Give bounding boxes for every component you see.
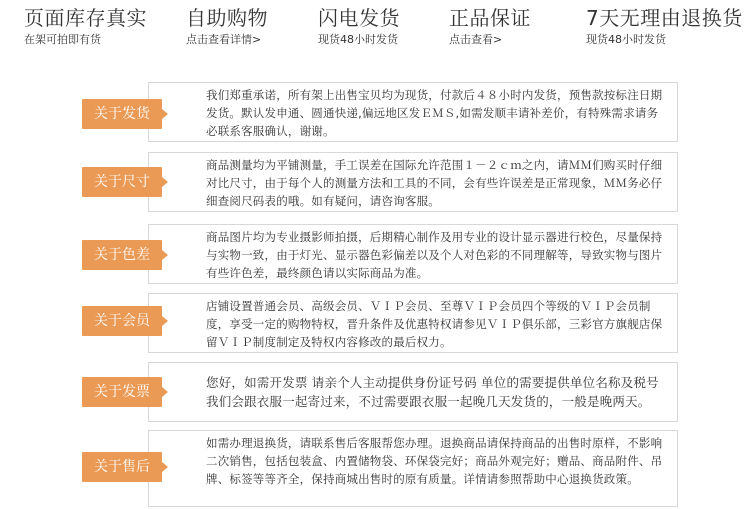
policy-text: 店铺设置普通会员、高级会员、ＶＩＰ会员、至尊ＶＩＰ会员四个等级的ＶＩＰ会员制度，享受一定的购物特权，晋升条件及优惠特权请参见ＶＩＰ俱乐部，三彩官方旗舰店保留ＶＩＰ制度制定及特权内容修改的最后权力。 xyxy=(206,299,663,349)
service-subtitle: 现货48小时发货 xyxy=(318,33,398,46)
service-fast-ship xyxy=(318,6,400,47)
policy-label: 关于发票 xyxy=(82,377,162,407)
policy-label: 关于会员 xyxy=(82,306,162,336)
policy-label: 关于色差 xyxy=(82,240,162,270)
policy-box xyxy=(148,224,678,284)
policy-box xyxy=(148,362,678,422)
policy-text: 您好，如需开发票 请亲个人主动提供身份证号码 单位的需要提供单位名称及税号我们会跟衣服一起寄过来，不过需要跟衣服一起晚几天发货的，一般是晚两天。 xyxy=(206,375,659,409)
service-title: 自助购物 xyxy=(186,6,268,30)
policy-box xyxy=(148,293,678,353)
service-title: 7天无理由退换货 xyxy=(586,6,743,30)
service-title: 页面库存真实 xyxy=(24,6,147,30)
service-self-shop[interactable] xyxy=(186,6,268,47)
policy-label: 关于尺寸 xyxy=(82,167,162,197)
policy-box xyxy=(148,82,678,142)
policy-text: 商品测量均为平铺测量，手工误差在国际允许范围１－２ｃｍ之内，请ＭＭ们购买时仔细对比尺寸，由于每个人的测量方法和工具的不同，会有些许误差是正常现象，ＭＭ务必仔细查阅尺码表的哦。如有疑问，请咨询客服。 xyxy=(206,158,663,208)
service-bar xyxy=(0,0,750,75)
policy-label: 关于发货 xyxy=(82,99,162,129)
service-authentic[interactable] xyxy=(449,6,531,47)
service-link[interactable]: 点击查看详情> xyxy=(186,33,262,46)
policy-box xyxy=(148,430,678,507)
policy-text: 商品图片均为专业摄影师拍摄，后期精心制作及用专业的设计显示器进行校色，尽量保持与实物一致，由于灯光、显示器色彩偏差以及个人对色彩的不同理解等，导致实物与图片有些许色差，最终颜色请以实际商品为准。 xyxy=(206,230,663,280)
policy-label: 关于售后 xyxy=(82,452,162,482)
service-title: 闪电发货 xyxy=(318,6,400,30)
service-return xyxy=(586,6,743,47)
policy-text: 如需办理退换货，请联系售后客服帮您办理。退换商品请保持商品的出售时原样，不影响二次销售，包括包装盒、内置储物袋、环保袋完好；商品外观完好；赠品、商品附件、吊牌、标签等等齐全，保持商城出售时的原有质量。详情请参照帮助中心退换货政策。 xyxy=(206,436,663,486)
service-title: 正品保证 xyxy=(449,6,531,30)
service-stock xyxy=(24,6,147,47)
policy-box xyxy=(148,152,678,212)
service-subtitle: 在架可拍即有货 xyxy=(24,33,101,46)
policy-text: 我们郑重承诺，所有架上出售宝贝均为现货，付款后４８小时内发货，预售款按标注日期发货。默认发申通、圆通快递,偏远地区发ＥＭＳ,如需发顺丰请补差价，有特殊需求请务必联系客服确认，谢谢。 xyxy=(206,88,663,138)
service-subtitle: 现货48小时发货 xyxy=(586,33,666,46)
service-link[interactable]: 点击查看> xyxy=(449,33,503,46)
